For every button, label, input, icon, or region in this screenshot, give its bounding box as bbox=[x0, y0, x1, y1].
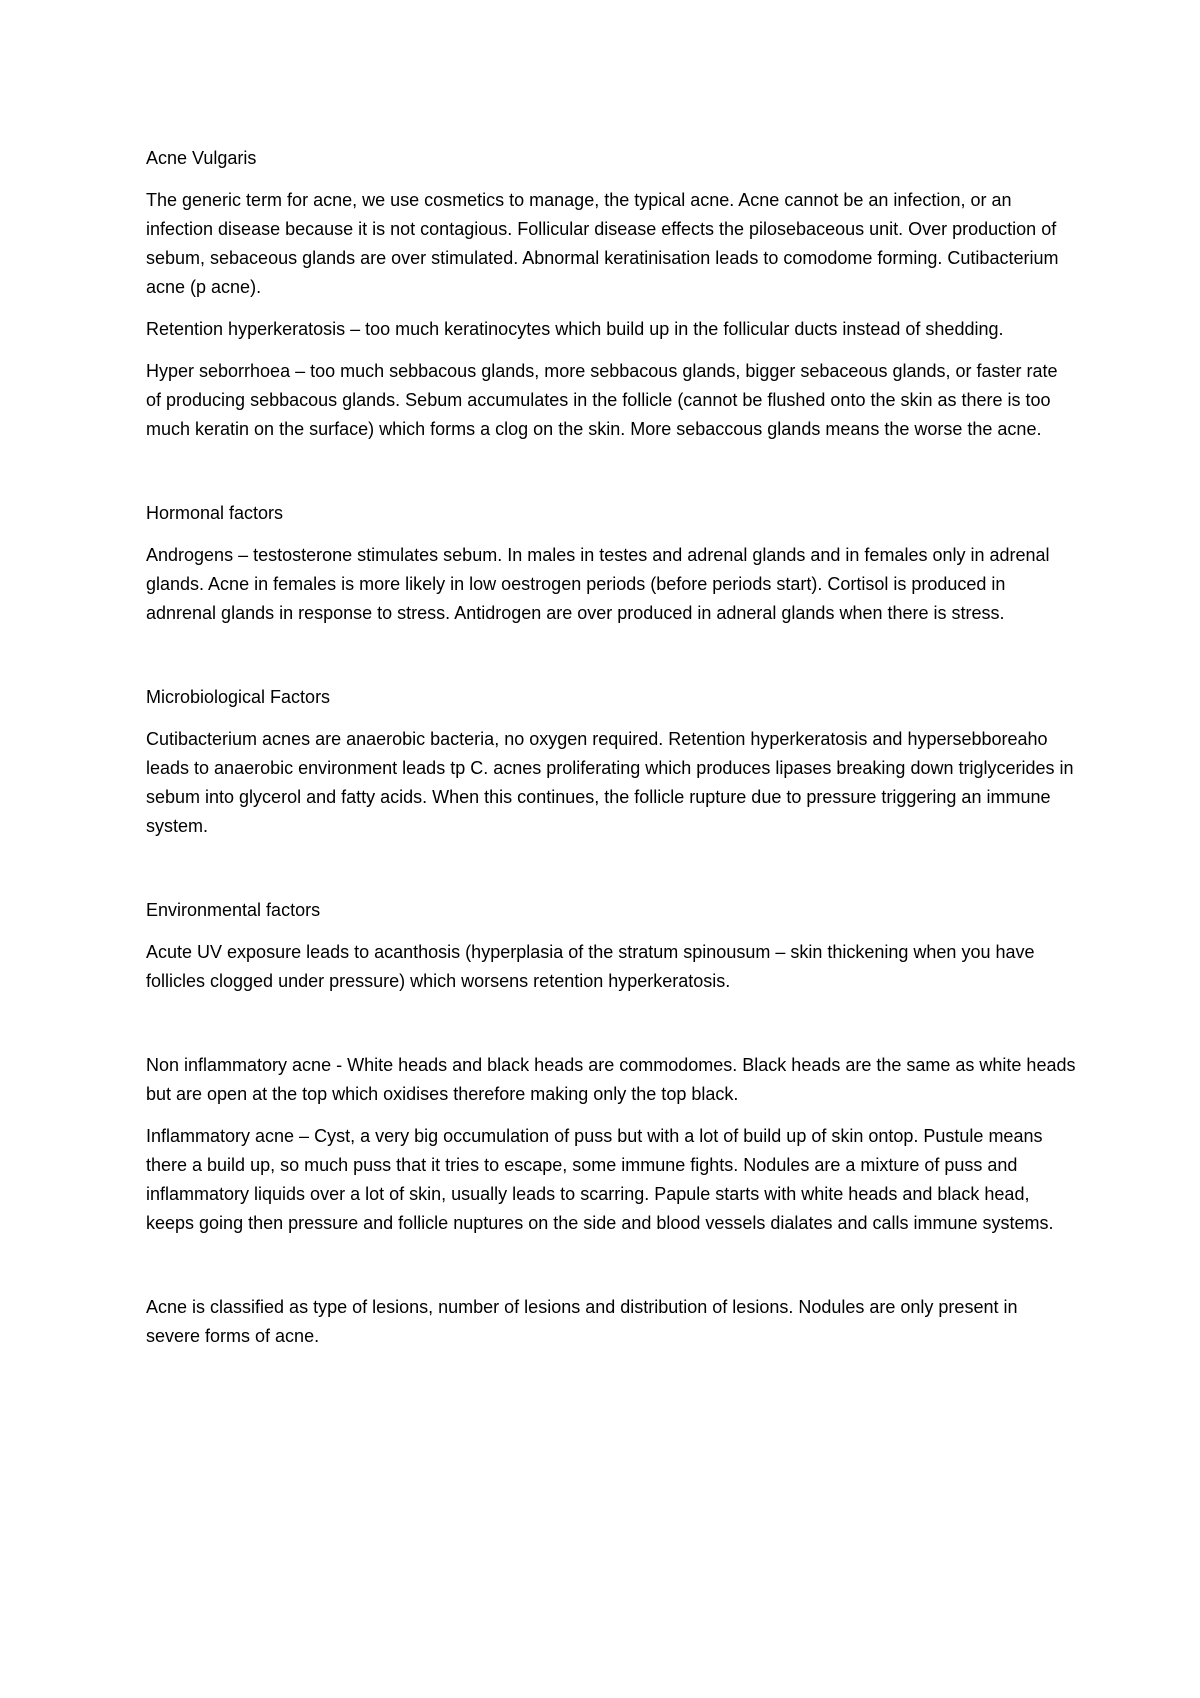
microbiological-factors-heading: Microbiological Factors bbox=[146, 687, 331, 707]
document-page bbox=[146, 144, 1076, 1364]
inflammatory-acne-paragraph: Inflammatory acne – Cyst, a very big occumulation of puss but with a lot of build up of skin ontop. Pustule means there a build up, so much puss that it tries to escape, some immune fights. Nodules are a mixture of puss and inflammatory liquids over a lot of skin, usually leads to scarring. Papule starts with white heads and black head, keeps going then pressure and follicle nuptures on the side and blood vessels dialates and calls immune systems. bbox=[146, 1126, 1054, 1233]
environmental-factors-paragraph: Acute UV exposure leads to acanthosis (hyperplasia of the stratum spinousum – skin thickening when you have follicles clogged under pressure) which worsens retention hyperkeratosis. bbox=[146, 942, 1035, 991]
hormonal-factors-paragraph: Androgens – testosterone stimulates sebum. In males in testes and adrenal glands and in females only in adrenal glands. Acne in females is more likely in low oestrogen periods (before periods start). Cortisol is produced in adnrenal glands in response to stress. Antidrogen are over produced in adneral glands when there is stress. bbox=[146, 545, 1050, 623]
section-spacer bbox=[146, 641, 1076, 683]
non-inflammatory-acne-paragraph: Non inflammatory acne - White heads and black heads are commodomes. Black heads are the same as white heads but are open at the top which oxidises therefore making only the top black. bbox=[146, 1055, 1076, 1104]
hyper-seborrhoea-paragraph: Hyper seborrhoea – too much sebbacous glands, more sebbacous glands, bigger sebaceous glands, or faster rate of producing sebbacous glands. Sebum accumulates in the follicle (cannot be flushed onto the skin as there is too much keratin on the surface) which forms a clog on the skin. More sebaccous glands means the worse the acne. bbox=[146, 361, 1058, 439]
section-spacer bbox=[146, 457, 1076, 499]
section-spacer bbox=[146, 1251, 1076, 1293]
microbiological-factors-paragraph: Cutibacterium acnes are anaerobic bacteria, no oxygen required. Retention hyperkeratosis and hypersebboreaho leads to anaerobic environment leads tp C. acnes proliferating which produces lipases breaking down triglycerides in sebum into glycerol and fatty acids. When this continues, the follicle rupture due to pressure triggering an immune system. bbox=[146, 729, 1074, 836]
intro-paragraph: The generic term for acne, we use cosmetics to manage, the typical acne. Acne cannot be an infection, or an infection disease because it is not contagious. Follicular disease effects the pilosebaceous unit. Over production of sebum, sebaceous glands are over stimulated. Abnormal keratinisation leads to comodome forming. Cutibacterium acne (p acne). bbox=[146, 190, 1059, 297]
retention-hyperkeratosis-paragraph: Retention hyperkeratosis – too much keratinocytes which build up in the follicular ducts instead of shedding. bbox=[146, 319, 1004, 339]
document-title: Acne Vulgaris bbox=[146, 148, 257, 168]
hormonal-factors-heading: Hormonal factors bbox=[146, 503, 284, 523]
section-spacer bbox=[146, 1009, 1076, 1051]
section-spacer bbox=[146, 854, 1076, 896]
acne-classification-paragraph: Acne is classified as type of lesions, number of lesions and distribution of lesions. Nodules are only present in severe forms of acne. bbox=[146, 1297, 1018, 1346]
environmental-factors-heading: Environmental factors bbox=[146, 900, 321, 920]
